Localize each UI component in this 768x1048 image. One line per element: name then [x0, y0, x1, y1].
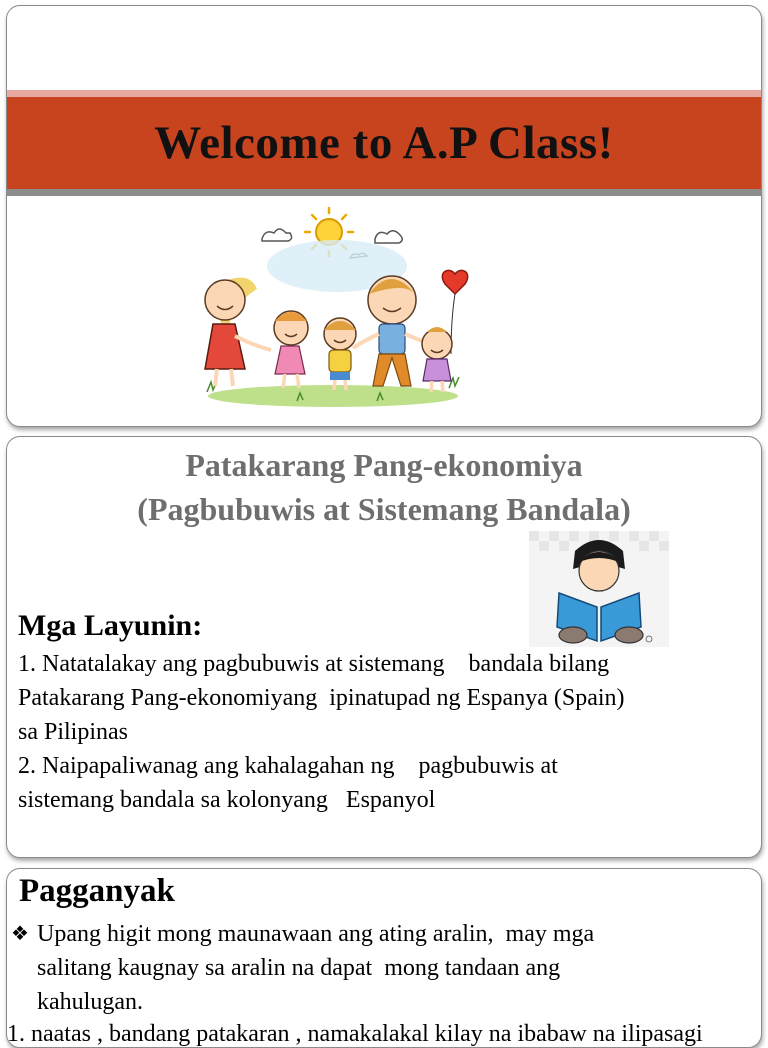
cloud-icon — [262, 229, 292, 241]
mother-figure — [205, 278, 271, 386]
title-banner — [7, 97, 761, 189]
girl-figure — [274, 311, 308, 388]
slide-pagganyak — [6, 868, 762, 1048]
toddler-figure — [422, 327, 452, 392]
cut-off-text-line: 1. naatas , bandang patakaran , namakalakal kilay na ibabaw na ilipasagi — [7, 1021, 703, 1047]
objectives-heading: Mga Layunin: — [18, 609, 203, 642]
cloud-icon — [375, 231, 402, 243]
father-figure — [353, 276, 431, 386]
bullet-text: Upang higit mong maunawaan ang ating aralin, may mga salitang kaugnay sa aralin na dapat mong tandaan ang kahulugan. — [37, 921, 595, 1015]
pagganyak-heading: Pagganyak — [19, 873, 175, 909]
child-reading-illustration — [529, 531, 669, 647]
topic-title-line1: Patakarang Pang-ekonomiya — [185, 447, 583, 483]
banner-bottom-stripe — [7, 189, 761, 196]
topic-title — [7, 443, 761, 531]
banner-top-stripe — [7, 90, 761, 97]
slide-topic — [6, 436, 762, 858]
heart-balloon-icon — [442, 270, 467, 294]
boy-figure — [324, 318, 356, 390]
objective-2: 2. Naipapaliwanag ang kahalagahan ng pagbubuwis at sistemang bandala sa kolonyang Espanyol — [18, 753, 558, 813]
family-illustration — [187, 196, 479, 418]
topic-title-line2: (Pagbubuwis at Sistemang Bandala) — [137, 491, 631, 527]
diamond-bullet-icon: ❖ — [11, 923, 29, 945]
welcome-title: Welcome to A.P Class! — [154, 117, 614, 169]
objective-1: 1. Natatalakay ang pagbubuwis at sistemang bandala bilang Patakarang Pang-ekonomiyang ipinatupad ng Espanya (Spain) sa Pilipinas — [18, 651, 625, 745]
slide-welcome — [6, 5, 762, 427]
bullet-item — [11, 917, 751, 1019]
